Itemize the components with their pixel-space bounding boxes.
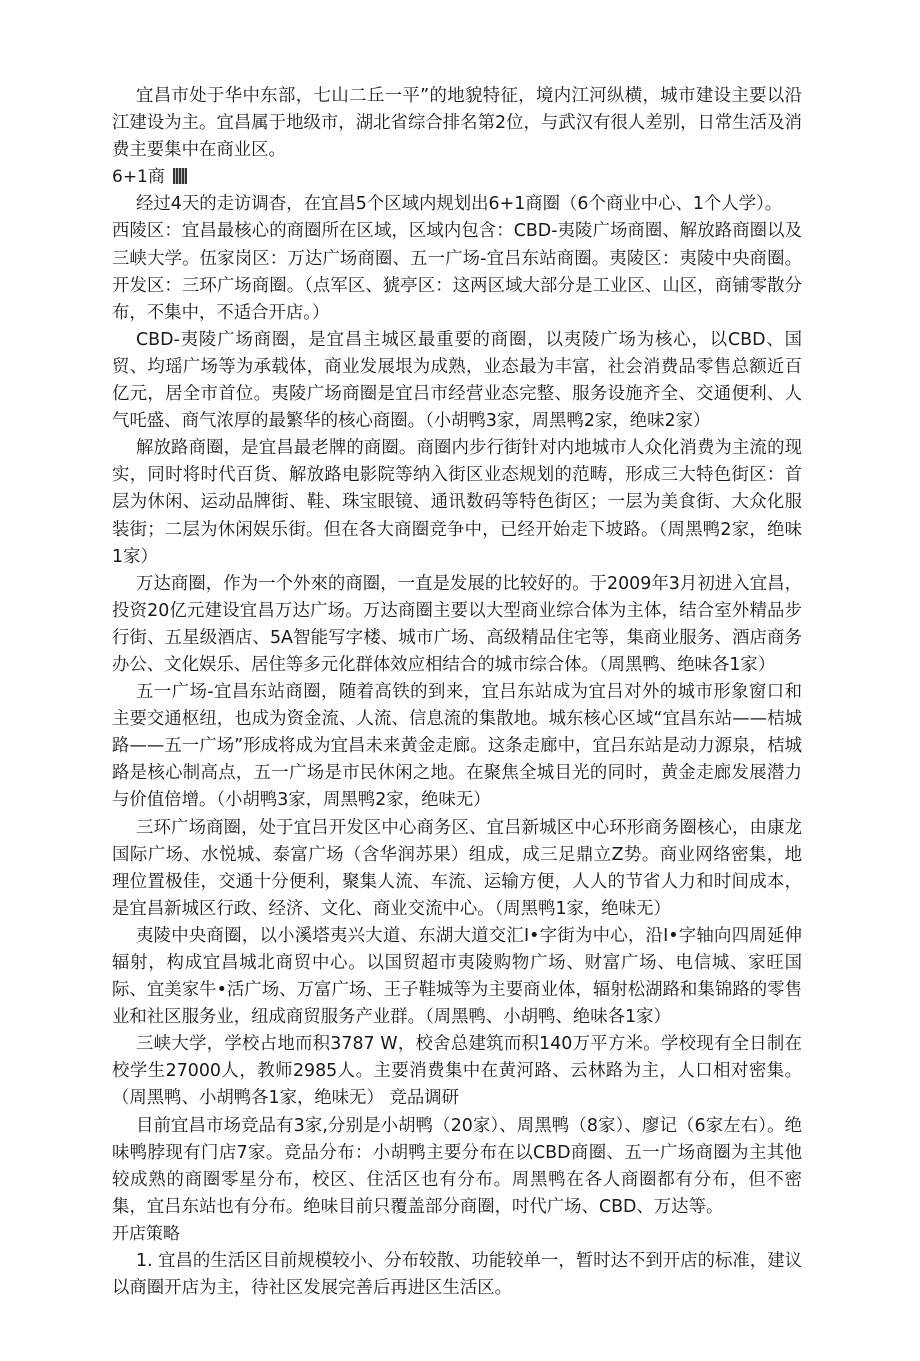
garbled-glyph-icon [173,168,187,184]
section-heading-business-circles [112,164,802,191]
survey-paragraph: 经过4天的走访调杳，在宜昌5个区域内规划出6+1商圈（6个商业中心、1个人学）。 [136,194,783,215]
cbd-paragraph: CBD-夷陵广场商圈，是宜昌主城区最重要的商圈，以夷陵广场为核心，以CBD、国贸、均瑶广场等为承载体，商业发展垠为成熟，业态最为丰富，社会消费品零售总额近百亿元，居全市首位。夷陵广场商圈是宜吕市经营业态完整、服务设施齐全、交通便利、人气吒盛、商气浓厚的最繁华的核心商圈。（小胡鸭3家，周黑鸭2家，绝味2家） [112,329,802,432]
section-heading-strategy: 开店策略 [112,1223,180,1244]
section-heading-competitors: 竞品调研 [389,1088,460,1109]
competitors-paragraph: 目前宜昌市场竞品有3家,分别是小胡鸭（20家）、周黑鸭（8家）、廖记（6家左右）。绝味鸭脖现有门店7家。竞品分布：小胡鸭主要分布在以CBD商圈、五一广场商圈为主其他较成熟的商圈零星分布，校区、住活区也有分布。周黑鸭在各人商圈都有分布，但不密集，宜吕东站也有分布。绝味目前只覆盖部分商圈，吋代广场、CBD、万达等。 [112,1115,802,1217]
sanxia-text: 三峡大学，学校占地而积3787 W，校舍总建筑而积140万平方米。学校现有全日制在校学生27000人，教师2985人。主要消费集中在黄河路、云林路为主，人口相对密集。（周黑鸭、小胡鸭各1家，绝味无） [112,1034,802,1109]
intro-paragraph: 宜昌市处于华中东部，七山二丘一平”的地貌特征，境内江河纵横，城市建设主要以沿江建设为主。宜昌属于地级市，湖北省综合排名第2位，与武汉有很人差别，日常生活及消费主要集中在商业区。 [112,86,802,161]
document-page [112,83,802,1302]
wanda-paragraph: 万达商圈，作为一个外來的商圈，一直是发展的比较好的。于2009年3月初进入宜昌，投资20亿元建设宜昌万达广场。万达商圈主要以大型商业综合体为主体，结合室外精品步行街、五星级酒店、5A智能写字楼、城市广场、高级精品住宅等，集商业服务、酒店商务办公、文化娱乐、居住等多元化群体效应相结合的城市综合体。（周黑鸭、绝味各1家） [112,573,802,675]
sanxia-paragraph [112,1031,802,1112]
yiling-paragraph: 夷陵中央商圈，以小溪塔夷兴大道、东湖大道交汇I•字街为中心，沿I•字轴向四周延伸辐射，构成宜昌城北商贸中心。以国贸超市夷陵购物广场、财富广场、电信城、家旺国际、宜美家牛•活广场、万富广场、王子鞋城等为主要商业体，辐射松湖路和集锦路的零售业和社区服务业，纽成商贸服务产业群。（周黑鸭、小胡鸭、绝味各1家） [112,925,802,1028]
districts-paragraph: 西陵区：宜昌最核心的商圈所在区域，区域内包含：CBD-夷陵广场商圈、解放路商圈以及三峡大学。伍家岗区：万达广场商圈、五一广场-宜吕东站商圈。夷陵区：夷陵中央商圈。开发区：三环广场商圈。（点军区、猇亭区：这两区域大部分是工业区、山区，商铺零散分布，不集中，不适合开店。） [112,221,802,323]
wuyi-paragraph: 五一广场-宜昌东站商圈，随着高铁的到来，宜吕东站成为宜吕对外的城市形象窗口和主要交通枢纽，也成为资金流、人流、信息流的集散地。城东核心区域“宜昌东站——桔城路——五一广场”形成将成为宜昌未来黄金走廊。这条走廊中，宜吕东站是动力源泉，桔城路是核心制高点，五一广场是市民休闲之地。在聚焦全城目光的同时，黄金走廊发展潜力与价值倍增。（小胡鸭3家，周黑鸭2家，绝味无） [112,682,802,811]
heading-text: 6+1商 [112,167,165,188]
jiefang-paragraph: 解放路商圈，是宜昌最老牌的商圈。商圈内步行街针对内地城市人众化消费为主流的现实，同时将时代百货、解放路电影院等纳入街区业态规划的范畴，形成三大特色街区：首层为休闲、运动品牌街、鞋、珠宝眼镜、通讯数码等特色街区；一层为美食街、大众化服装街；二层为休闲娱乐街。但在各大商圈竞争中，已经开始走下坡路。（周黑鸭2家，绝味1家） [112,438,802,567]
strategy-item-1: 1. 宜昌的生活区目前规模较小、分布较散、功能较单一，暂时达不到开店的标准，建议以商圈开店为主，待社区发展完善后再进区生活区。 [112,1251,802,1299]
sanhuan-paragraph: 三环广场商圈，处于宜吕开发区中心商务区、宜吕新城区中心环形商务圈核心，由康龙国际广场、水悦城、泰富广场（含华润苏果）组成，成三足鼎立Z势。商业网络密集，地理位置极佳，交通十分便利，聚集人流、车流、运输方便，人人的节省人力和时间成本，是宜昌新城区行政、经济、文化、商业交流中心。（周黑鸭1家，绝味无） [112,817,802,919]
